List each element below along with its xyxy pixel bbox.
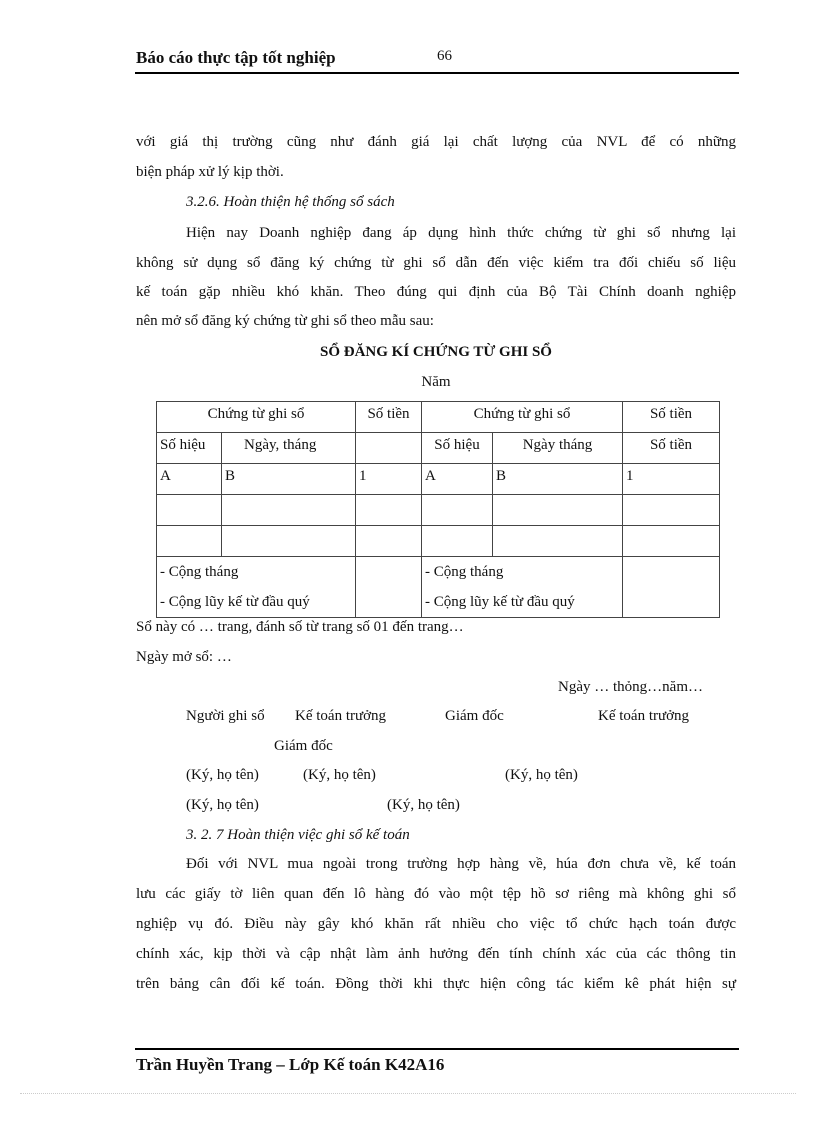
sign-role-recorder: Người ghi sổ bbox=[186, 708, 265, 724]
form-title: SỔ ĐĂNG KÍ CHỨNG TỪ GHI SỔ bbox=[320, 344, 552, 360]
ledger-table bbox=[156, 401, 720, 618]
form-year: Năm bbox=[421, 374, 451, 390]
note-open-date: Ngày mở sổ: … bbox=[136, 649, 232, 665]
table-row bbox=[157, 495, 720, 526]
sign-note: (Ký, họ tên) bbox=[186, 797, 259, 813]
table-sum-cell bbox=[422, 557, 623, 618]
table-header-cell: Số tiền bbox=[356, 402, 422, 433]
sign-note: (Ký, họ tên) bbox=[387, 797, 460, 813]
body-line: lưu các giấy tờ liên quan đến lô hàng đó vào một tệp hồ sơ riêng mà không ghi sổ bbox=[136, 886, 736, 902]
table-header-cell: Số tiền bbox=[623, 433, 720, 464]
body-line: chính xác, kịp thời và cập nhật làm ảnh hưởng đến tính chính xác của các thông tin bbox=[136, 946, 736, 962]
sign-role-director: Giám đốc bbox=[445, 708, 504, 724]
sign-role-chief-accountant: Kế toán trưởng bbox=[295, 708, 387, 724]
table-cell: B bbox=[493, 464, 623, 495]
table-cell: A bbox=[422, 464, 493, 495]
body-line: trên bảng cân đối kế toán. Đồng thời khi thực hiện công tác kiểm kê phát hiện sự bbox=[136, 976, 736, 992]
body-line: không sử dụng sổ đăng ký chứng từ ghi sổ dẫn đến việc kiểm tra đối chiếu số liệu bbox=[136, 255, 736, 271]
table-header-cell: Số hiệu bbox=[157, 433, 222, 464]
table-cell: 1 bbox=[356, 464, 422, 495]
body-line: kế toán gặp nhiều khó khăn. Theo đúng qui định của Bộ Tài Chính doanh nghiệp bbox=[136, 284, 736, 300]
sign-note: (Ký, họ tên) bbox=[505, 767, 578, 783]
sum-quarter-label: - Cộng lũy kế từ đầu quý bbox=[160, 594, 310, 610]
table-header-cell: Chứng từ ghi sổ bbox=[422, 402, 623, 433]
note-pages: Sổ này có … trang, đánh số từ trang số 01 đến trang… bbox=[136, 619, 464, 635]
header-title: Báo cáo thực tập tốt nghiệp bbox=[136, 48, 336, 67]
body-line: Đối với NVL mua ngoài trong trường hợp hàng về, húa đơn chưa về, kế toán bbox=[186, 856, 736, 872]
sum-month-label: - Cộng tháng bbox=[160, 564, 239, 580]
body-line: biện pháp xử lý kịp thời. bbox=[136, 164, 284, 180]
header-rule bbox=[135, 72, 739, 74]
table-header-cell: Số hiệu bbox=[422, 433, 493, 464]
body-line: với giá thị trường cũng như đánh giá lại chất lượng của NVL để có những bbox=[136, 134, 736, 150]
page-edge-dots bbox=[20, 1093, 796, 1094]
date-line: Ngày … thỏng…năm… bbox=[558, 679, 703, 695]
table-header-cell: Ngày tháng bbox=[493, 433, 623, 464]
body-line: nghiệp vụ đó. Điều này gây khó khăn rất nhiều cho việc tổ chức hạch toán được bbox=[136, 916, 736, 932]
table-row bbox=[157, 526, 720, 557]
sign-note: (Ký, họ tên) bbox=[186, 767, 259, 783]
sum-quarter-label: - Cộng lũy kế từ đầu quý bbox=[425, 594, 575, 610]
body-line: Hiện nay Doanh nghiệp đang áp dụng hình thức chứng từ ghi sổ nhưng lại bbox=[186, 225, 736, 241]
table-row bbox=[157, 464, 720, 495]
section-heading-327: 3. 2. 7 Hoàn thiện việc ghi sổ kế toán bbox=[186, 827, 410, 843]
sign-role-chief-accountant: Kế toán trưởng bbox=[598, 708, 690, 724]
page-number: 66 bbox=[437, 48, 452, 64]
table-cell: 1 bbox=[623, 464, 720, 495]
sum-month-label: - Cộng tháng bbox=[425, 564, 504, 580]
sign-note: (Ký, họ tên) bbox=[303, 767, 376, 783]
table-row bbox=[157, 557, 720, 618]
table-header-cell: Số tiền bbox=[623, 402, 720, 433]
footer-rule bbox=[135, 1048, 739, 1050]
table-cell: A bbox=[157, 464, 222, 495]
table-cell: B bbox=[222, 464, 356, 495]
table-header-cell: Chứng từ ghi sổ bbox=[157, 402, 356, 433]
table-header-cell: Ngày, tháng bbox=[222, 433, 356, 464]
table-sum-cell bbox=[157, 557, 356, 618]
body-line: nên mở sổ đăng ký chứng từ ghi sổ theo mẫu sau: bbox=[136, 313, 434, 329]
sign-role-director: Giám đốc bbox=[274, 738, 333, 754]
section-heading-326: 3.2.6. Hoàn thiện hệ thống sổ sách bbox=[186, 194, 395, 210]
footer-text: Trần Huyền Trang – Lớp Kế toán K42A16 bbox=[136, 1055, 445, 1074]
table-header-cell bbox=[356, 433, 422, 464]
